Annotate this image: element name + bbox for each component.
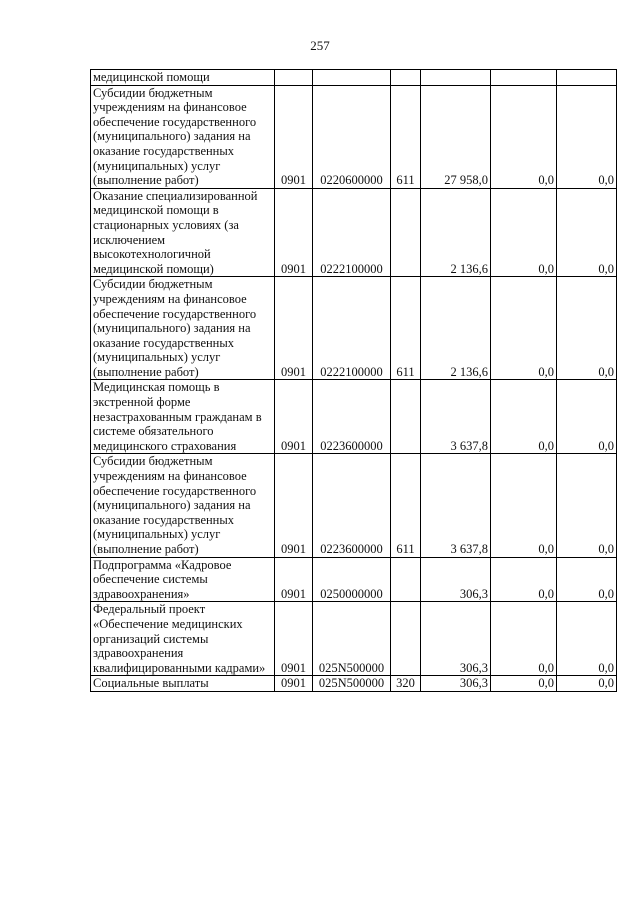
target-article-cell (313, 70, 391, 86)
expense-type-cell (391, 557, 421, 602)
budget-table-body (91, 70, 617, 692)
expense-type-cell (391, 380, 421, 454)
amount-cell-2: 0,0 (491, 602, 557, 676)
amount-cell-3 (557, 70, 617, 86)
expense-type-cell: 320 (391, 676, 421, 692)
section-code-cell: 0901 (275, 557, 313, 602)
amount-cell-3: 0,0 (557, 454, 617, 557)
expense-type-cell (391, 602, 421, 676)
table-row (91, 277, 617, 380)
section-code-cell (275, 70, 313, 86)
amount-cell-1: 3 637,8 (421, 454, 491, 557)
page-number: 257 (310, 38, 330, 53)
amount-cell-3: 0,0 (557, 277, 617, 380)
amount-cell-3: 0,0 (557, 557, 617, 602)
expense-type-cell (391, 70, 421, 86)
amount-cell-3: 0,0 (557, 188, 617, 277)
amount-cell-1 (421, 70, 491, 86)
amount-cell-2: 0,0 (491, 676, 557, 692)
expense-type-cell: 611 (391, 277, 421, 380)
amount-cell-1: 3 637,8 (421, 380, 491, 454)
expense-type-cell (391, 188, 421, 277)
target-article-cell: 0222100000 (313, 188, 391, 277)
section-code-cell: 0901 (275, 85, 313, 188)
row-name-cell: медицинской помощи (91, 70, 275, 86)
row-name-cell: Медицинская помощь в экстренной форме незастрахованным гражданам в системе обязательного медицинского страхования (91, 380, 275, 454)
row-name-cell: Подпрограмма «Кадровое обеспечение системы здравоохранения» (91, 557, 275, 602)
table-row (91, 602, 617, 676)
amount-cell-2 (491, 70, 557, 86)
target-article-cell: 025N500000 (313, 676, 391, 692)
amount-cell-1: 306,3 (421, 602, 491, 676)
section-code-cell: 0901 (275, 380, 313, 454)
target-article-cell: 0223600000 (313, 380, 391, 454)
expense-type-cell: 611 (391, 85, 421, 188)
amount-cell-3: 0,0 (557, 676, 617, 692)
table-row (91, 85, 617, 188)
amount-cell-1: 2 136,6 (421, 188, 491, 277)
section-code-cell: 0901 (275, 188, 313, 277)
target-article-cell: 0223600000 (313, 454, 391, 557)
amount-cell-3: 0,0 (557, 85, 617, 188)
table-row (91, 188, 617, 277)
amount-cell-2: 0,0 (491, 85, 557, 188)
amount-cell-2: 0,0 (491, 454, 557, 557)
row-name-cell: Федеральный проект «Обеспечение медицинских организаций системы здравоохранения квалифицированными кадрами» (91, 602, 275, 676)
amount-cell-2: 0,0 (491, 557, 557, 602)
target-article-cell: 0220600000 (313, 85, 391, 188)
row-name-cell: Социальные выплаты (91, 676, 275, 692)
table-row (91, 70, 617, 86)
budget-table (90, 69, 617, 692)
amount-cell-1: 306,3 (421, 557, 491, 602)
section-code-cell: 0901 (275, 454, 313, 557)
amount-cell-3: 0,0 (557, 602, 617, 676)
section-code-cell: 0901 (275, 277, 313, 380)
row-name-cell: Оказание специализированной медицинской помощи в стационарных условиях (за исключением высокотехнологичной медицинской помощи) (91, 188, 275, 277)
amount-cell-2: 0,0 (491, 277, 557, 380)
amount-cell-2: 0,0 (491, 188, 557, 277)
amount-cell-1: 2 136,6 (421, 277, 491, 380)
table-row (91, 676, 617, 692)
table-row (91, 380, 617, 454)
row-name-cell: Субсидии бюджетным учреждениям на финансовое обеспечение государственного (муниципального) задания на оказание государственных (муниципальных) услуг (выполнение работ) (91, 277, 275, 380)
row-name-cell: Субсидии бюджетным учреждениям на финансовое обеспечение государственного (муниципального) задания на оказание государственных (муниципальных) услуг (выполнение работ) (91, 454, 275, 557)
table-row (91, 557, 617, 602)
section-code-cell: 0901 (275, 676, 313, 692)
table-row (91, 454, 617, 557)
target-article-cell: 025N500000 (313, 602, 391, 676)
section-code-cell: 0901 (275, 602, 313, 676)
amount-cell-1: 27 958,0 (421, 85, 491, 188)
expense-type-cell: 611 (391, 454, 421, 557)
amount-cell-3: 0,0 (557, 380, 617, 454)
amount-cell-1: 306,3 (421, 676, 491, 692)
row-name-cell: Субсидии бюджетным учреждениям на финансовое обеспечение государственного (муниципального) задания на оказание государственных (муниципальных) услуг (выполнение работ) (91, 85, 275, 188)
target-article-cell: 0250000000 (313, 557, 391, 602)
amount-cell-2: 0,0 (491, 380, 557, 454)
target-article-cell: 0222100000 (313, 277, 391, 380)
